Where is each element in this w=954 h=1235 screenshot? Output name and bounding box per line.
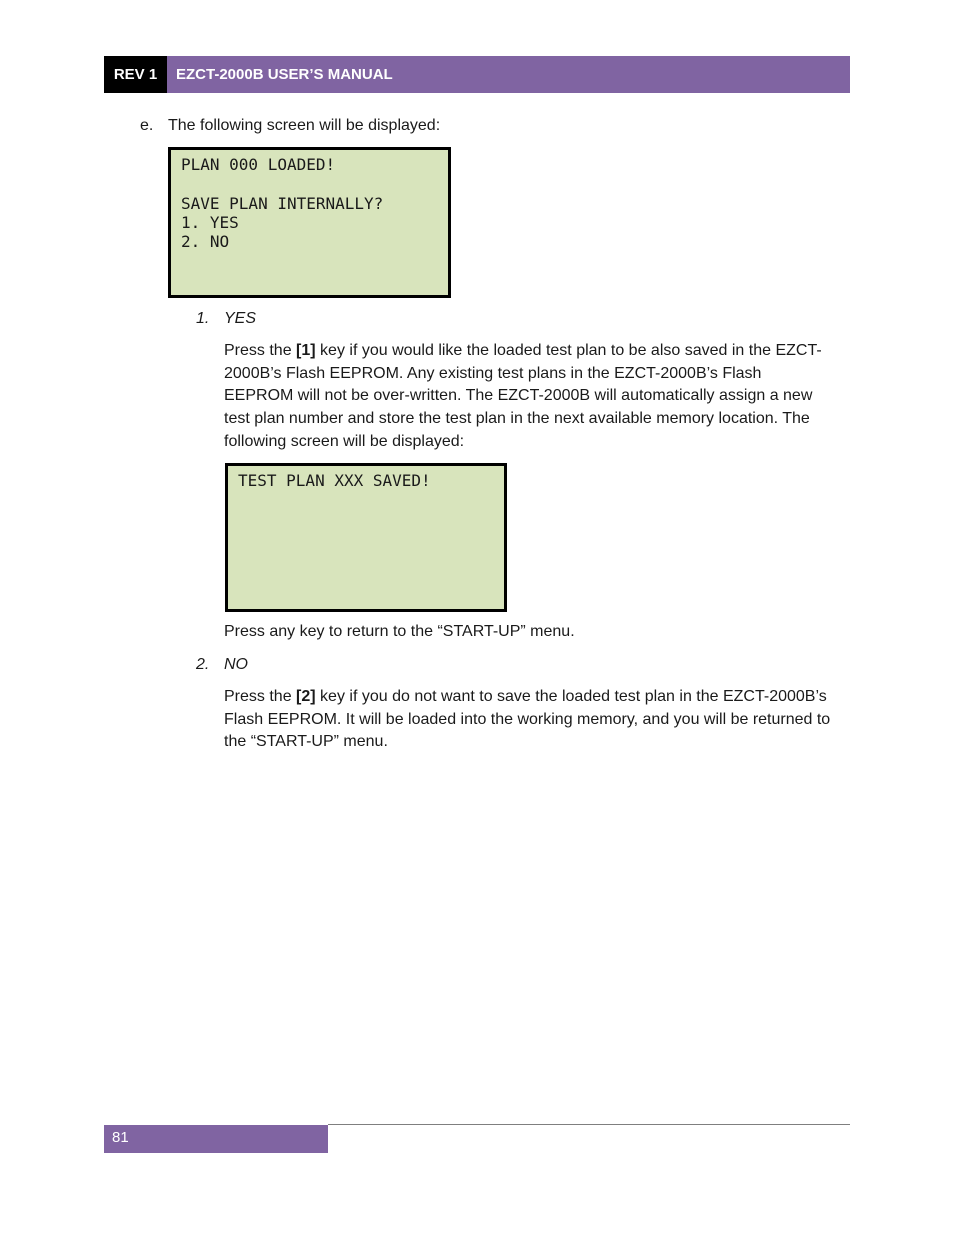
lcd-line: TEST PLAN XXX SAVED! [238, 471, 431, 490]
option-1-marker: 1. [196, 310, 210, 327]
page-header [104, 56, 850, 93]
manual-title: EZCT-2000B USER’S MANUAL [167, 56, 850, 93]
text-suffix: key if you would like the loaded test plan to be also saved in the EZCT-2000B’s Flash EEPROM. Any existing test plans in the EZCT-2000B’s Flash EEPROM will not be over-written. The EZCT-2000B will automatically assign a new test plan number and store the test plan in the next available memory location. The following screen will be displayed: [224, 342, 822, 450]
text-suffix: key if you do not want to save the loaded test plan in the EZCT-2000B’s Flash EEPROM. It will be loaded into the working memory, and you will be returned to the “START-UP” menu. [224, 688, 831, 751]
key-2: [2] [296, 688, 316, 705]
option-2-description [224, 686, 832, 754]
page-number: 81 [104, 1125, 328, 1153]
footer-divider [328, 1124, 850, 1125]
step-e-text: The following screen will be displayed: [168, 117, 441, 134]
key-1: [1] [296, 342, 316, 359]
lcd-line: SAVE PLAN INTERNALLY? [181, 194, 384, 213]
step-e-marker: e. [140, 117, 154, 134]
option-1-after-text: Press any key to return to the “START-UP” menu. [224, 623, 575, 640]
option-1-label: YES [224, 310, 257, 327]
text-prefix: Press the [224, 342, 297, 359]
revision-label: REV 1 [104, 56, 167, 93]
lcd-line: 1. YES [181, 213, 239, 232]
option-2-marker: 2. [196, 656, 210, 673]
lcd-line: 2. NO [181, 232, 230, 251]
lcd-screen-plan-loaded [168, 147, 451, 298]
text-prefix: Press the [224, 688, 297, 705]
lcd-screen-plan-saved [225, 463, 507, 612]
option-1-description [224, 340, 832, 454]
lcd-line: PLAN 000 LOADED! [181, 155, 336, 174]
option-2-label: NO [224, 656, 248, 673]
